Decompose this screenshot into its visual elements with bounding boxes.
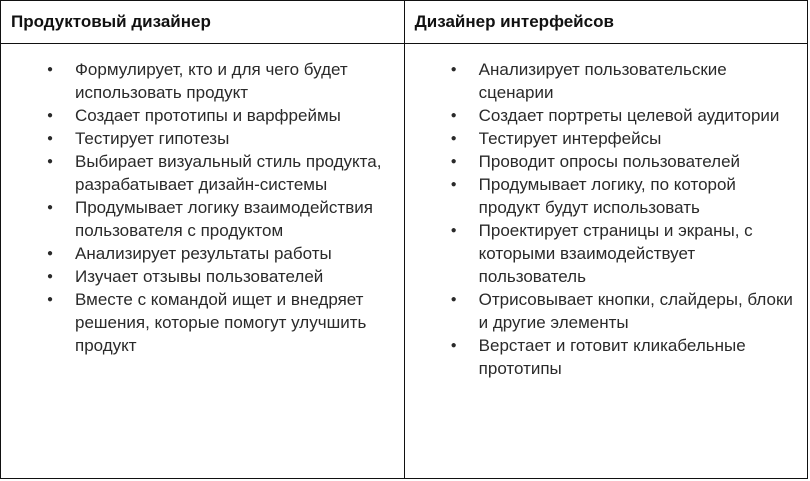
- bullet-icon: ●: [450, 225, 457, 236]
- list-item: [1, 265, 404, 288]
- bullet-icon: ●: [450, 64, 457, 75]
- bullet-icon: ●: [46, 110, 54, 121]
- list-item: [1, 288, 404, 357]
- right-column-header: Дизайнер интерфейсов: [404, 1, 807, 44]
- list-item: [405, 58, 807, 104]
- list-item: [405, 150, 807, 173]
- bullet-icon: ●: [450, 179, 457, 190]
- list-item: [1, 242, 404, 265]
- right-column-cell: [404, 44, 807, 479]
- list-item: [1, 58, 404, 104]
- left-column-cell: [1, 44, 405, 479]
- list-item-text: Анализирует результаты работы: [75, 244, 332, 263]
- bullet-icon: ●: [46, 202, 54, 213]
- list-item: [405, 288, 807, 334]
- list-item-text: Тестирует интерфейсы: [478, 129, 662, 148]
- interface-designer-list: [405, 58, 807, 380]
- header-row: [1, 1, 808, 44]
- bullet-icon: ●: [450, 110, 457, 121]
- bullet-icon: ●: [46, 64, 54, 75]
- list-item: [405, 219, 807, 288]
- list-item-text: Верстает и готовит кликабельные прототипы: [478, 336, 746, 378]
- list-item: [1, 104, 404, 127]
- list-item-text: Продумывает логику взаимодействия пользователя с продуктом: [75, 198, 373, 240]
- list-item: [1, 196, 404, 242]
- bullet-icon: ●: [450, 133, 457, 144]
- list-item-text: Отрисовывает кнопки, слайдеры, блоки и другие элементы: [478, 290, 793, 332]
- bullet-icon: ●: [46, 294, 54, 305]
- bullet-icon: ●: [46, 133, 54, 144]
- list-item-text: Создает прототипы и варфреймы: [75, 106, 341, 125]
- list-item: [1, 150, 404, 196]
- list-item-text: Изучает отзывы пользователей: [75, 267, 324, 286]
- list-item-text: Формулирует, кто и для чего будет использовать продукт: [75, 60, 348, 102]
- list-item: [1, 127, 404, 150]
- product-designer-list: [1, 58, 404, 357]
- body-row: [1, 44, 808, 479]
- bullet-icon: ●: [450, 156, 457, 167]
- bullet-icon: ●: [46, 271, 54, 282]
- list-item: [405, 127, 807, 150]
- list-item-text: Вместе с командой ищет и внедряет решения, которые помогут улучшить продукт: [75, 290, 367, 355]
- list-item: [405, 104, 807, 127]
- list-item-text: Продумывает логику, по которой продукт будут использовать: [478, 175, 736, 217]
- bullet-icon: ●: [46, 248, 54, 259]
- list-item-text: Выбирает визуальный стиль продукта, разрабатывает дизайн-системы: [75, 152, 382, 194]
- list-item-text: Проводит опросы пользователей: [478, 152, 741, 171]
- list-item: [405, 173, 807, 219]
- list-item: [405, 334, 807, 380]
- list-item-text: Тестирует гипотезы: [75, 129, 230, 148]
- left-column-header: Продуктовый дизайнер: [1, 1, 405, 44]
- list-item-text: Создает портреты целевой аудитории: [478, 106, 780, 125]
- bullet-icon: ●: [450, 294, 457, 305]
- bullet-icon: ●: [46, 156, 54, 167]
- bullet-icon: ●: [450, 340, 457, 351]
- list-item-text: Проектирует страницы и экраны, с которыми взаимодействует пользователь: [478, 221, 753, 286]
- list-item-text: Анализирует пользовательские сценарии: [478, 60, 727, 102]
